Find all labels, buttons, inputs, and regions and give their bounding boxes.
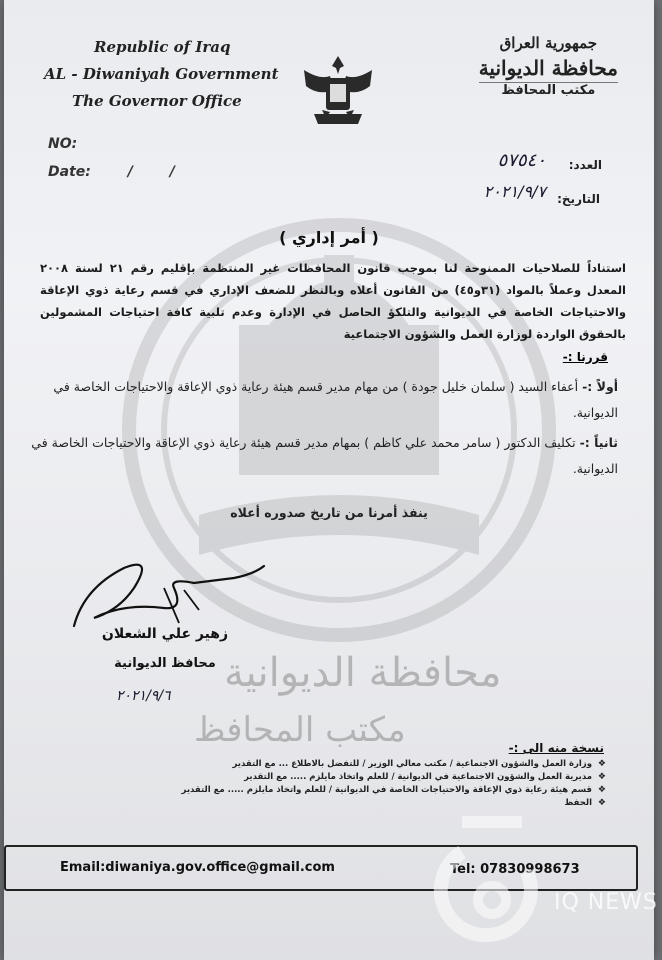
decision-item-1 [28, 374, 618, 426]
header-english [44, 34, 279, 115]
signature-icon [64, 548, 284, 638]
header-en-government: AL - Diwaniyah Government [44, 65, 279, 83]
iq-news-logo-icon [432, 812, 552, 952]
footer-phone: Tel: 07830998673 [450, 862, 580, 877]
order-body: استناداً للصلاحيات الممنوحة لنا بموجب قانون المحافظات غير المنتظمة بإقليم رقم ٢١ لسنة ٢٠٠٨ المعدل وعملاً بالمواد (٣١و٤٥) من القانون أعلاه وبالنظر للضعف الإداري في قسم رعاية ذوي الإعاقة والاحتياجات الخاصة في الديوانية والتلكؤ الحاصل في الإدارة وعدم تلبية كافة احتياجات المشمولين بالحقوق الواردة لوزارة العمل والشؤون الاجتماعية [40, 261, 627, 341]
stamp-line-1: محافظة الديوانية [224, 650, 502, 696]
stamp-line-2: مكتب المحافظ [194, 710, 406, 750]
number-label-en: NO: [48, 136, 78, 152]
document-page [4, 0, 654, 960]
item-1-text: أعفاء السيد ( سلمان خليل جودة ) من مهام مدير قسم هيئة رعاية ذوي الإعاقة والاحتياجات الخاصة في الديوانية. [53, 379, 618, 420]
order-title: ( أمر إداري ) [279, 228, 379, 247]
signatory-name: زهير علي الشعلان [101, 626, 229, 642]
header-arabic [479, 34, 618, 98]
copies-list [86, 758, 606, 810]
document-number: ٥٧٥٤٠ [497, 150, 546, 171]
list-item: ❖ الحفظ [86, 797, 606, 810]
iraq-eagle-emblem-icon [300, 52, 376, 136]
date-label-en: Date: / / [48, 164, 175, 180]
signature-date: ٢٠٢١/٩/٦ [116, 688, 171, 704]
list-item: ❖ وزارة العمل والشؤون الاجتماعية / مكتب معالي الوزير / للتفضل بالاطلاع ... مع التقدير [86, 758, 606, 771]
decision-item-2 [28, 430, 618, 482]
item-1-lead: أولاً :- [582, 379, 618, 394]
copies-heading: نسخة منه الى :- [508, 741, 604, 755]
decided-heading: قررنا :- [562, 350, 608, 364]
list-item: ❖ مديرية العمل والشؤون الاجتماعية في الديوانية / للعلم واتخاذ مايلزم ..... مع التقدير [86, 771, 606, 784]
header-ar-governorate: محافظة الديوانية [478, 56, 618, 80]
execution-clause: ينفذ أمرنا من تاريخ صدوره أعلاه [230, 505, 428, 520]
document-date: ٢٠٢١/٩/٧ [483, 182, 546, 201]
header-ar-office: مكتب المحافظ [479, 82, 618, 98]
item-2-text: تكليف الدكتور ( سامر محمد علي كاظم ) بمهام مدير قسم هيئة رعاية ذوي الإعاقة والاحتياجات الخاصة في الديوانية. [31, 435, 618, 476]
item-2-lead: ثانياً :- [579, 435, 618, 450]
header-ar-country: جمهورية العراق [499, 34, 598, 52]
number-label-ar: العدد: [568, 158, 602, 172]
footer-email: Email:diwaniya.gov.office@gmail.com [60, 860, 335, 875]
iq-news-brand: IQ NEWS [554, 890, 658, 915]
list-item: ❖ قسم هيئة رعاية ذوي الإعاقة والاحتياجات الخاصة في الديوانية / للعلم واتخاذ مايلزم ..... مع التقدير [86, 784, 606, 797]
signatory-title: محافظ الديوانية [114, 656, 216, 671]
date-label-ar: التاريخ: [557, 192, 600, 206]
header-en-office: The Governor Office [72, 92, 242, 110]
header-en-country: Republic of Iraq [94, 38, 231, 56]
